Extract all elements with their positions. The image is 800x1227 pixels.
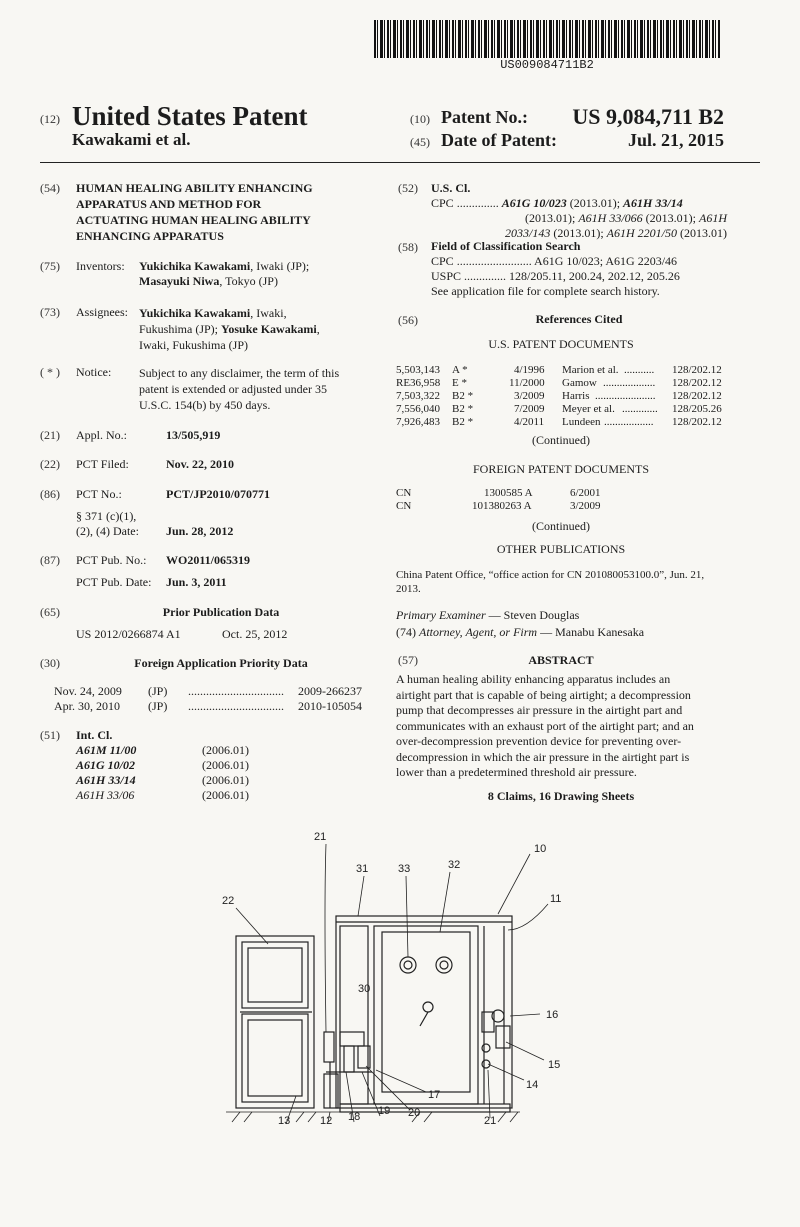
chamber-10 xyxy=(336,916,512,1112)
door-handle xyxy=(420,1002,433,1026)
header-rule xyxy=(40,162,760,163)
fig-label: 16 xyxy=(546,1009,559,1021)
ref-date: 11/2000 xyxy=(509,377,545,389)
prior-pub-no: US 2012/0266874 A1 xyxy=(76,627,181,641)
patent-type-title: United States Patent xyxy=(72,101,308,131)
other-pub-text xyxy=(396,568,726,596)
abstract-text xyxy=(396,672,726,781)
ref-class: 128/202.12 xyxy=(672,377,722,389)
inventor-name: Masayuki Niwa xyxy=(139,274,220,288)
code-notice: ( * ) xyxy=(40,365,60,379)
us-docs-title: U.S. PATENT DOCUMENTS xyxy=(488,337,634,351)
fig-label: 17 xyxy=(428,1089,441,1101)
fig-label: 18 xyxy=(348,1111,361,1123)
abstract-line: over-decompression prevention device for preventing over- xyxy=(396,734,682,748)
cpc-code: A61H 33/14 xyxy=(623,196,683,210)
pct-filed: Nov. 22, 2010 xyxy=(166,457,235,471)
title-line: HUMAN HEALING ABILITY ENHANCING xyxy=(76,181,313,195)
code-54: (54) xyxy=(40,181,60,195)
field-cpc: A61G 10/023; A61G 2203/46 xyxy=(534,254,678,268)
assignee-name: Yosuke Kawakami xyxy=(221,322,317,336)
ref-kind: E * xyxy=(452,377,467,389)
int-cl-row xyxy=(76,788,276,803)
ref-class: 128/202.12 xyxy=(672,390,722,402)
ref-name: Gamow xyxy=(562,377,597,389)
leader-dots: .............. xyxy=(464,269,507,283)
priority-date: Nov. 24, 2009 xyxy=(54,684,122,698)
appl-no-label: Appl. No.: xyxy=(76,428,127,442)
ref-number: 7,503,322 xyxy=(396,390,440,402)
title-line: APPARATUS AND METHOD FOR xyxy=(76,197,262,211)
code-45: (45) xyxy=(410,135,430,149)
field-cpc-label: CPC xyxy=(431,254,454,268)
code-12: (12) xyxy=(40,112,60,126)
notice-line: patent is extended or adjusted under 35 xyxy=(139,382,327,396)
fig-label: 32 xyxy=(448,859,461,871)
examiner-label: Primary Examiner xyxy=(396,608,486,622)
other-pub-line: 2013. xyxy=(396,583,421,595)
fig-label: 15 xyxy=(548,1059,561,1071)
gauge-33 xyxy=(400,957,452,973)
us-refs-continued: (Continued) xyxy=(532,433,590,447)
date-of-patent: Jul. 21, 2015 xyxy=(627,130,724,150)
int-cl-code: A61G 10/02 xyxy=(76,758,136,772)
code-73: (73) xyxy=(40,305,60,319)
barcode-number: US009084711B2 xyxy=(500,58,594,72)
cpc-code: A61H 2201/50 xyxy=(606,226,677,240)
piping xyxy=(324,1032,372,1108)
claims-summary: 8 Claims, 16 Drawing Sheets xyxy=(487,789,635,803)
int-cl-version: (2006.01) xyxy=(202,743,249,757)
appl-no: 13/505,919 xyxy=(166,428,221,442)
leader-dots: ................................ xyxy=(188,699,284,713)
leader-dots: ................................ xyxy=(188,684,284,698)
date-of-patent-label: Date of Patent: xyxy=(441,130,557,150)
cpc-version: (2013.01); xyxy=(566,196,624,210)
abstract-line: decompression in which the air pressure in the airtight part is xyxy=(396,749,690,764)
cpc-version: (2013.01); xyxy=(642,211,699,225)
inventor-location: , Iwaki (JP); xyxy=(250,259,310,273)
ref-number: 5,503,143 xyxy=(396,364,440,376)
fig-label: 30 xyxy=(358,983,371,995)
cpc-version: (2013.01); xyxy=(550,226,607,240)
fig-label: 21 xyxy=(314,831,327,843)
ref-class: 128/202.12 xyxy=(672,416,722,428)
code-51: (51) xyxy=(40,728,60,742)
cpc-code: A61G 10/023 xyxy=(501,196,567,210)
assignee-name: Yukichika Kawakami xyxy=(139,306,251,320)
fig-label: 33 xyxy=(398,863,411,875)
patent-number: US 9,084,711 B2 xyxy=(572,104,724,129)
notice-line: U.S.C. 154(b) by 450 days. xyxy=(139,398,271,412)
fig-label: 14 xyxy=(526,1079,539,1091)
foreign-priority-list xyxy=(50,684,368,714)
references-title: References Cited xyxy=(535,312,623,326)
priority-country: (JP) xyxy=(148,684,168,698)
cpc-code: 2033/143 xyxy=(504,226,551,240)
inventors-short: Kawakami et al. xyxy=(72,130,191,149)
code-10: (10) xyxy=(410,112,430,126)
abstract-line: A human healing ability enhancing apparatus includes an xyxy=(396,672,671,686)
fig-label: 31 xyxy=(356,863,369,875)
ref-number: 7,926,483 xyxy=(396,416,440,428)
int-cl-row xyxy=(76,758,276,773)
ref-name: Marion et al. xyxy=(562,364,619,376)
code-21: (21) xyxy=(40,428,60,442)
s371-date-label: (2), (4) Date: xyxy=(76,524,139,538)
pct-no-label: PCT No.: xyxy=(76,487,122,501)
inventors xyxy=(139,259,309,289)
foreign-priority-title: Foreign Application Priority Data xyxy=(134,656,308,670)
us-reference-row xyxy=(396,377,726,390)
field-uspc: 128/205.11, 200.24, 202.12, 205.26 xyxy=(509,269,680,283)
ref-name: Meyer et al. xyxy=(562,403,615,415)
code-75: (75) xyxy=(40,259,60,273)
priority-number: 2009-266237 xyxy=(298,684,362,698)
fig-label: 13 xyxy=(278,1115,291,1127)
assignees xyxy=(139,305,320,353)
leader-dots: .................. xyxy=(604,416,654,428)
pub-date: Jun. 3, 2011 xyxy=(166,575,227,589)
assignee-location: Fukushima (JP); xyxy=(139,322,222,336)
prior-pub-date: Oct. 25, 2012 xyxy=(222,627,288,641)
notice-label: Notice: xyxy=(76,365,112,379)
cpc-code: A61H xyxy=(699,211,727,225)
foreign-docs-title: FOREIGN PATENT DOCUMENTS xyxy=(472,462,650,476)
ref-date: 7/2009 xyxy=(514,403,545,415)
leader-dots: ......................... xyxy=(456,254,532,268)
us-reference-row xyxy=(396,403,726,416)
cpc-version: (2013.01); xyxy=(525,211,579,225)
int-cl-code: A61H 33/06 xyxy=(76,788,135,802)
code-87: (87) xyxy=(40,553,60,567)
fig-label: 12 xyxy=(320,1115,333,1127)
cpc-label: CPC xyxy=(431,196,454,210)
code-74: (74) xyxy=(396,625,416,639)
invention-title xyxy=(76,180,313,244)
valves xyxy=(482,1010,510,1068)
field-search xyxy=(431,254,727,299)
us-cl-cpc xyxy=(431,196,727,241)
int-cl-title: Int. Cl. xyxy=(76,728,113,742)
notice-text xyxy=(139,365,369,413)
attorney xyxy=(396,625,644,640)
title-line: ENHANCING APPARATUS xyxy=(76,229,224,243)
code-86: (86) xyxy=(40,487,60,501)
ref-class: 128/205.26 xyxy=(672,403,722,415)
pct-filed-label: PCT Filed: xyxy=(76,457,129,471)
fig-label: 21 xyxy=(484,1115,497,1127)
foreign-refs-continued: (Continued) xyxy=(532,519,590,533)
leader-lines xyxy=(236,844,548,1124)
field-note: See application file for complete search history. xyxy=(431,284,660,298)
leader-dots: ...................... xyxy=(595,390,656,402)
code-57: (57) xyxy=(398,653,418,667)
assignee-location: , xyxy=(316,322,320,336)
fig-label: 10 xyxy=(534,843,547,855)
ref-name: Lundeen xyxy=(562,416,601,428)
prior-pub-title: Prior Publication Data xyxy=(162,605,280,619)
priority-row xyxy=(50,684,368,699)
pub-date-label: PCT Pub. Date: xyxy=(76,575,152,589)
s371-label: § 371 (c)(1), xyxy=(76,509,137,523)
ref-number: 101380263 A xyxy=(472,500,532,512)
leader-dots: .............. xyxy=(456,196,499,210)
ref-number: 7,556,040 xyxy=(396,403,440,415)
fig-label: 19 xyxy=(378,1105,391,1117)
pct-no: PCT/JP2010/070771 xyxy=(166,487,270,501)
ref-class: 128/202.12 xyxy=(672,364,722,376)
ref-number: RE36,958 xyxy=(396,377,441,389)
ref-date: 3/2009 xyxy=(514,390,545,402)
other-pub-title: OTHER PUBLICATIONS xyxy=(496,542,626,556)
abstract-line: pump that decompresses air pressure in the airtight part and xyxy=(396,703,683,717)
ref-date: 6/2001 xyxy=(570,487,601,499)
barcode xyxy=(374,20,720,58)
code-58: (58) xyxy=(398,240,418,254)
assignee-location: Iwaki, Fukushima (JP) xyxy=(139,338,248,352)
assignees-label: Assignees: xyxy=(76,305,128,319)
int-cl-version: (2006.01) xyxy=(202,788,249,802)
us-cl-title: U.S. Cl. xyxy=(431,181,471,195)
other-pub-line: China Patent Office, “office action for CN 201080053100.0”, Jun. 21, xyxy=(396,569,705,581)
ref-kind: A * xyxy=(452,364,468,376)
code-65: (65) xyxy=(40,605,60,619)
abstract-title: ABSTRACT xyxy=(528,653,594,667)
attorney-label: Attorney, Agent, or Firm xyxy=(419,625,538,639)
ref-date: 3/2009 xyxy=(570,500,601,512)
priority-date: Apr. 30, 2010 xyxy=(54,699,120,713)
pub-no: WO2011/065319 xyxy=(166,553,251,567)
abstract-line: lower than a predetermined threshold air pressure. xyxy=(396,765,637,779)
priority-number: 2010-105054 xyxy=(298,699,362,713)
inventor-name: Yukichika Kawakami xyxy=(139,259,251,273)
foreign-reference-row xyxy=(396,500,726,513)
code-22: (22) xyxy=(40,457,60,471)
primary-examiner xyxy=(396,608,579,623)
fig-label: 11 xyxy=(550,893,562,905)
figure-labels xyxy=(222,831,561,1127)
ref-kind: B2 * xyxy=(452,390,474,402)
cpc-code: A61H 33/066 xyxy=(578,211,643,225)
ground-hatch xyxy=(226,1112,520,1122)
ref-number: 1300585 A xyxy=(484,487,533,499)
code-56: (56) xyxy=(398,313,418,327)
int-cl-row xyxy=(76,743,276,758)
int-cl-code: A61H 33/14 xyxy=(76,773,136,787)
fig-label: 20 xyxy=(408,1107,421,1119)
patent-drawing xyxy=(0,820,800,1140)
field-search-title: Field of Classification Search xyxy=(431,239,581,253)
int-cl-version: (2006.01) xyxy=(202,773,249,787)
int-cl-code: A61M 11/00 xyxy=(76,743,137,757)
fig-label: 22 xyxy=(222,895,235,907)
ref-country: CN xyxy=(396,500,412,512)
abstract-line: communicates with an exhaust port of the airtight part; and an xyxy=(396,718,694,733)
inventors-label: Inventors: xyxy=(76,259,125,273)
ref-kind: B2 * xyxy=(452,416,474,428)
us-reference-row xyxy=(396,390,726,403)
examiner-name: — Steven Douglas xyxy=(485,608,580,622)
ref-country: CN xyxy=(396,487,412,499)
cabinet-22 xyxy=(236,936,314,1108)
priority-row xyxy=(50,699,368,714)
s371-date: Jun. 28, 2012 xyxy=(166,524,234,538)
cpc-version: (2013.01) xyxy=(677,226,727,240)
ref-kind: B2 * xyxy=(452,403,474,415)
int-cl-version: (2006.01) xyxy=(202,758,249,772)
ref-date: 4/2011 xyxy=(514,416,545,428)
abstract-line: airtight part that is capable of being airtight; a decompression xyxy=(396,687,691,702)
patent-no-label: Patent No.: xyxy=(441,107,528,127)
notice-line: Subject to any disclaimer, the term of this xyxy=(139,366,340,380)
code-52: (52) xyxy=(398,181,418,195)
pub-no-label: PCT Pub. No.: xyxy=(76,553,147,567)
priority-country: (JP) xyxy=(148,699,168,713)
assignee-location: , Iwaki, xyxy=(250,306,287,320)
field-uspc-label: USPC xyxy=(431,269,462,283)
leader-dots: ................... xyxy=(603,377,656,389)
us-reference-row xyxy=(396,416,726,429)
foreign-reference-row xyxy=(396,487,726,500)
ref-date: 4/1996 xyxy=(514,364,545,376)
int-cl-list xyxy=(76,743,276,803)
title-line: ACTUATING HUMAN HEALING ABILITY xyxy=(76,213,311,227)
leader-dots: ............. xyxy=(622,403,658,415)
leader-dots: ........... xyxy=(624,364,655,376)
us-reference-row xyxy=(396,364,726,377)
ref-name: Harris xyxy=(562,390,590,402)
attorney-name: — Manabu Kanesaka xyxy=(537,625,645,639)
inventor-location: , Tokyo (JP) xyxy=(219,274,278,288)
code-30: (30) xyxy=(40,656,60,670)
int-cl-row xyxy=(76,773,276,788)
